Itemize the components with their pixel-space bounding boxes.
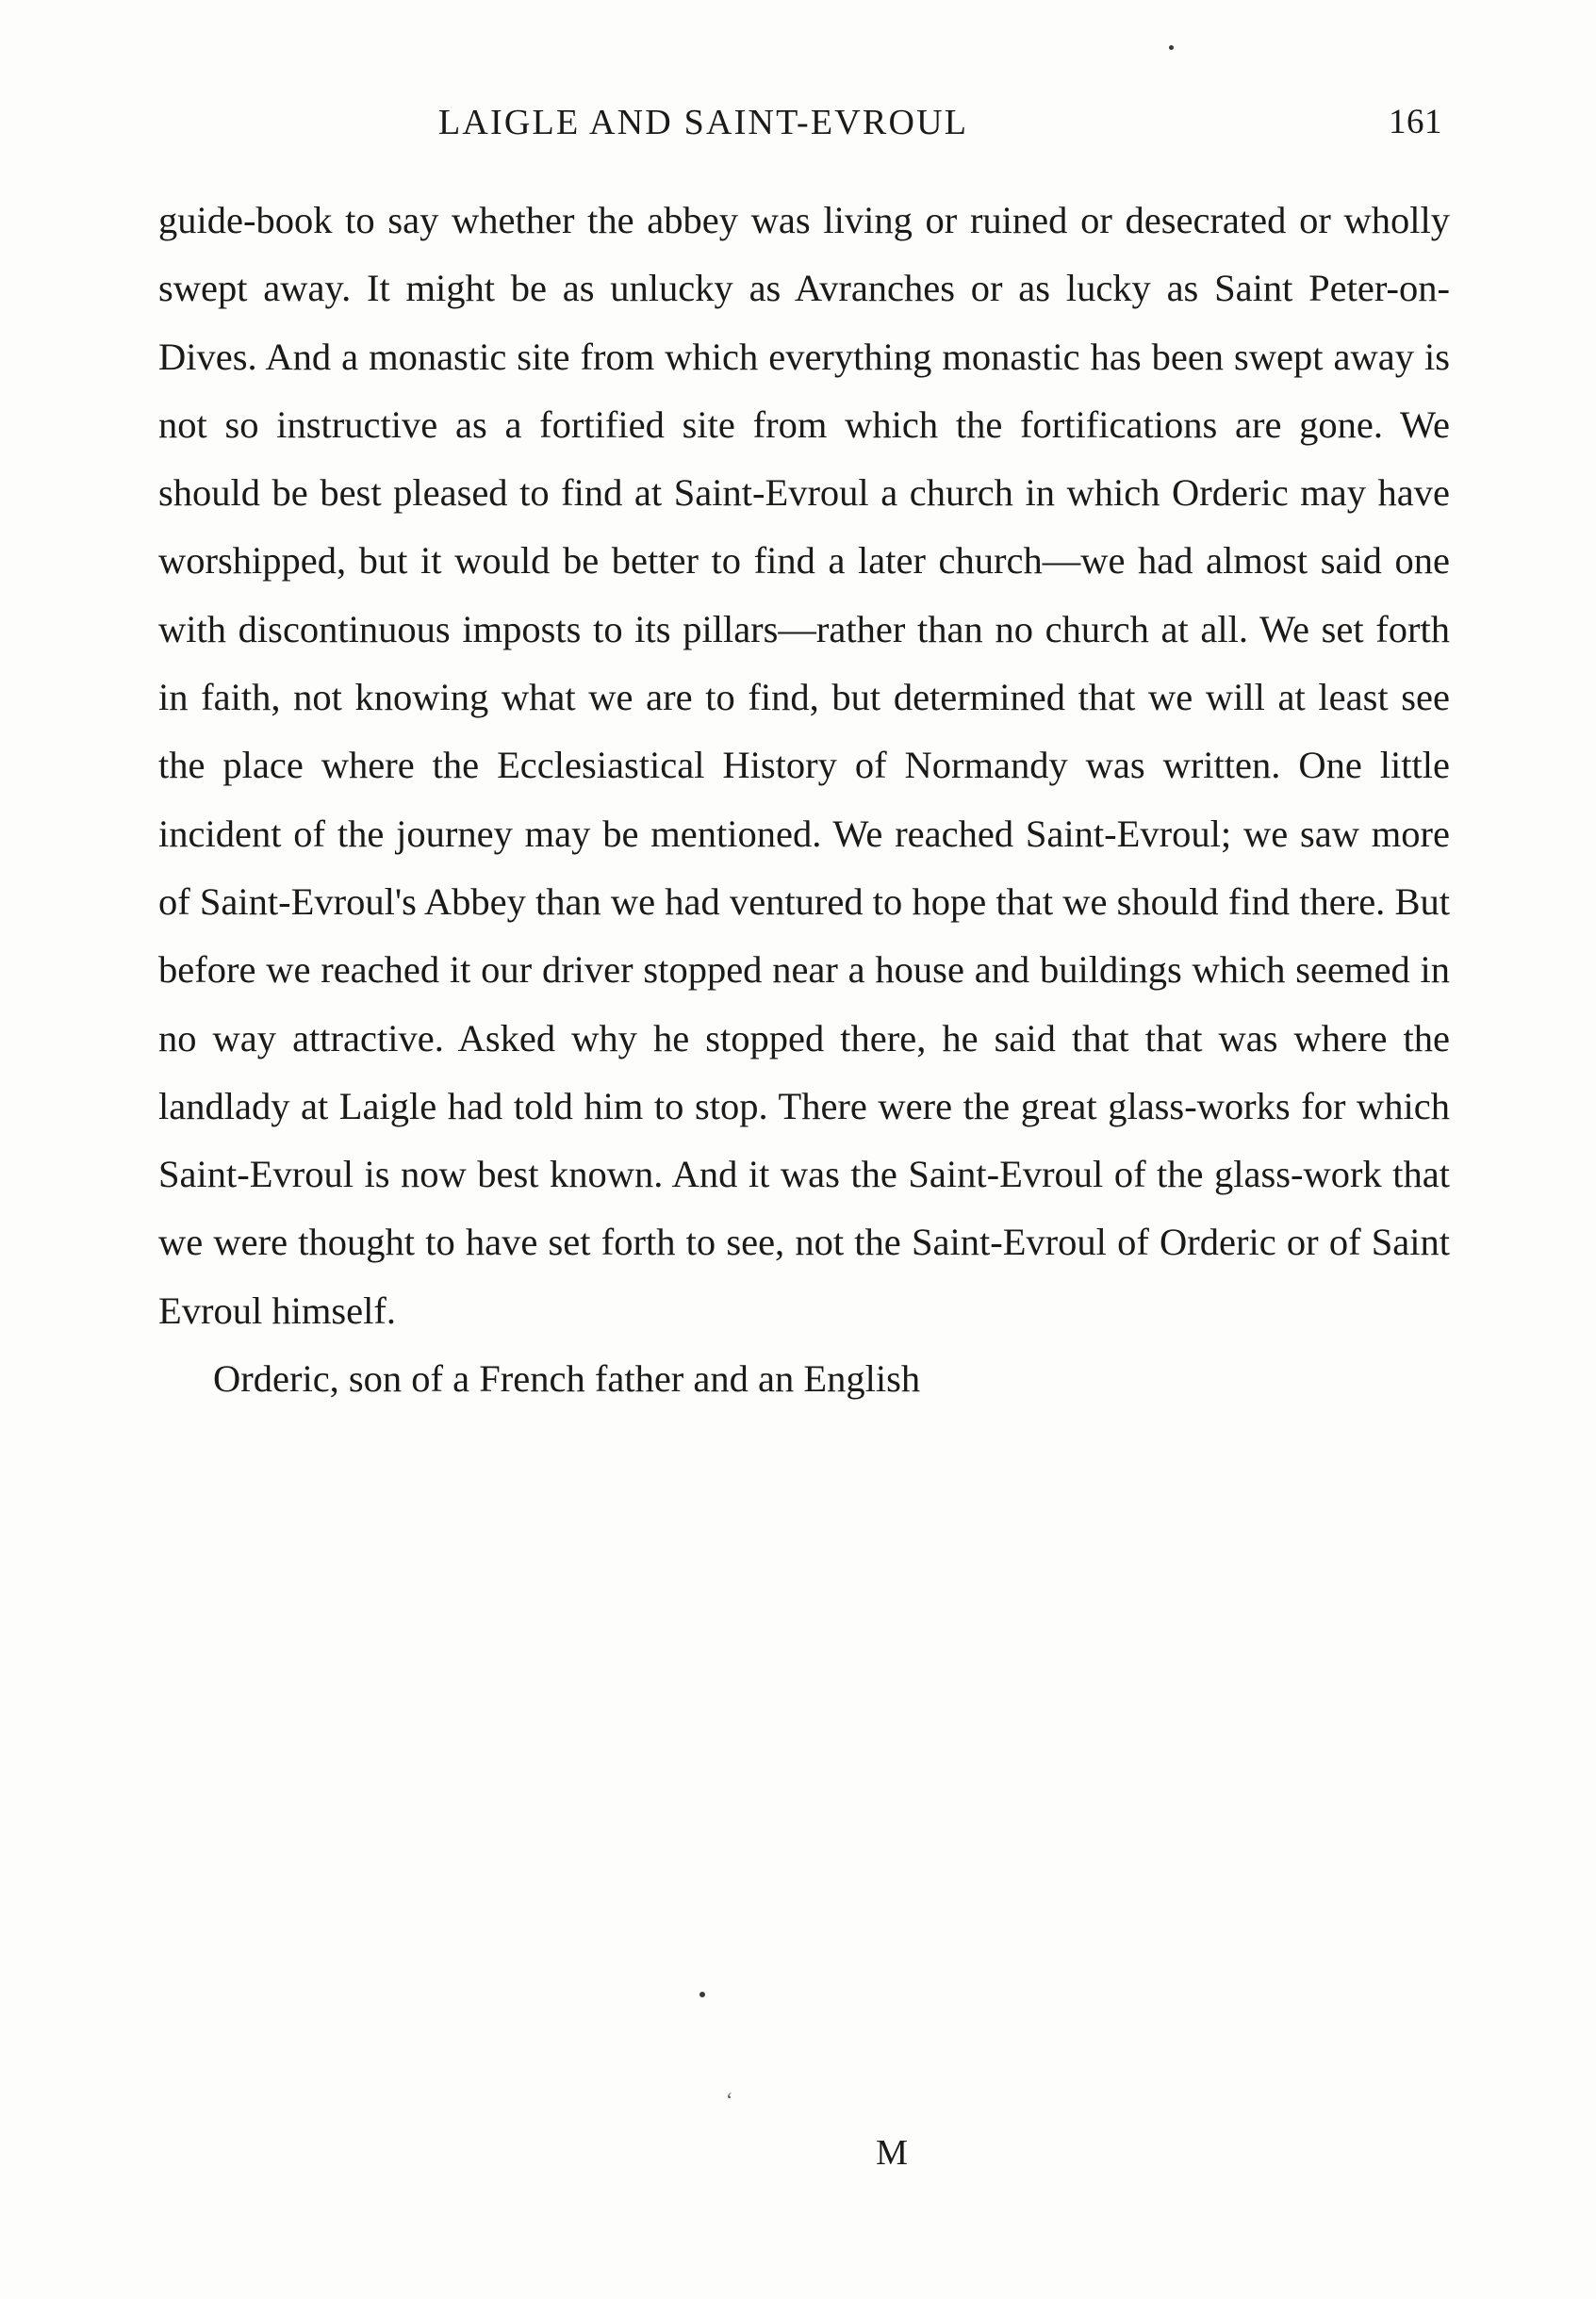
signature-line: [0, 2132, 1596, 2174]
running-title: LAIGLE AND SAINT-EVROUL: [438, 103, 969, 142]
paragraph-1: guide-book to say whether the abbey was living or ruined or desecrated or wholly swept away. It might be as unlucky as Avranches or as lucky as Saint Peter-on-Dives. And a monastic site from which everything monastic has been swept away is not so instructive as a fortified site from which the fortifications are gone. We should be best pleased to find at Saint-Evroul a church in which Orderic may have worshipped, but it would be better to find a later church—we had almost said one with discontinuous imposts to its pillars—rather than no church at all. We set forth in faith, not knowing what we are to find, but determined that we will at least see the place where the Ecclesiastical History of Normandy was written. One little incident of the journey may be mentioned. We reached Saint-Evroul; we saw more of Saint-Evroul's Abbey than we had ventured to hope that we should find there. But before we reached it our driver stopped near a house and buildings which seemed in no way attractive. Asked why he stopped there, he said that that was where the landlady at Laigle had told him to stop. There were the great glass-works for which Saint-Evroul is now best known. And it was the Saint-Evroul of the glass-work that we were thought to have set forth to see, not the Saint-Evroul of Orderic or of Saint Evroul himself.: [158, 199, 1450, 1332]
page-body: [158, 187, 1450, 1413]
page-number: 161: [1389, 103, 1442, 141]
page-header: [160, 102, 1442, 143]
page-speck-middle: [699, 1992, 705, 1997]
stray-mark: ‘: [726, 2088, 733, 2111]
signature-mark: M: [876, 2133, 909, 2173]
page-speck-top: [1169, 45, 1174, 50]
paragraph-2: Orderic, son of a French father and an English: [213, 1357, 921, 1401]
